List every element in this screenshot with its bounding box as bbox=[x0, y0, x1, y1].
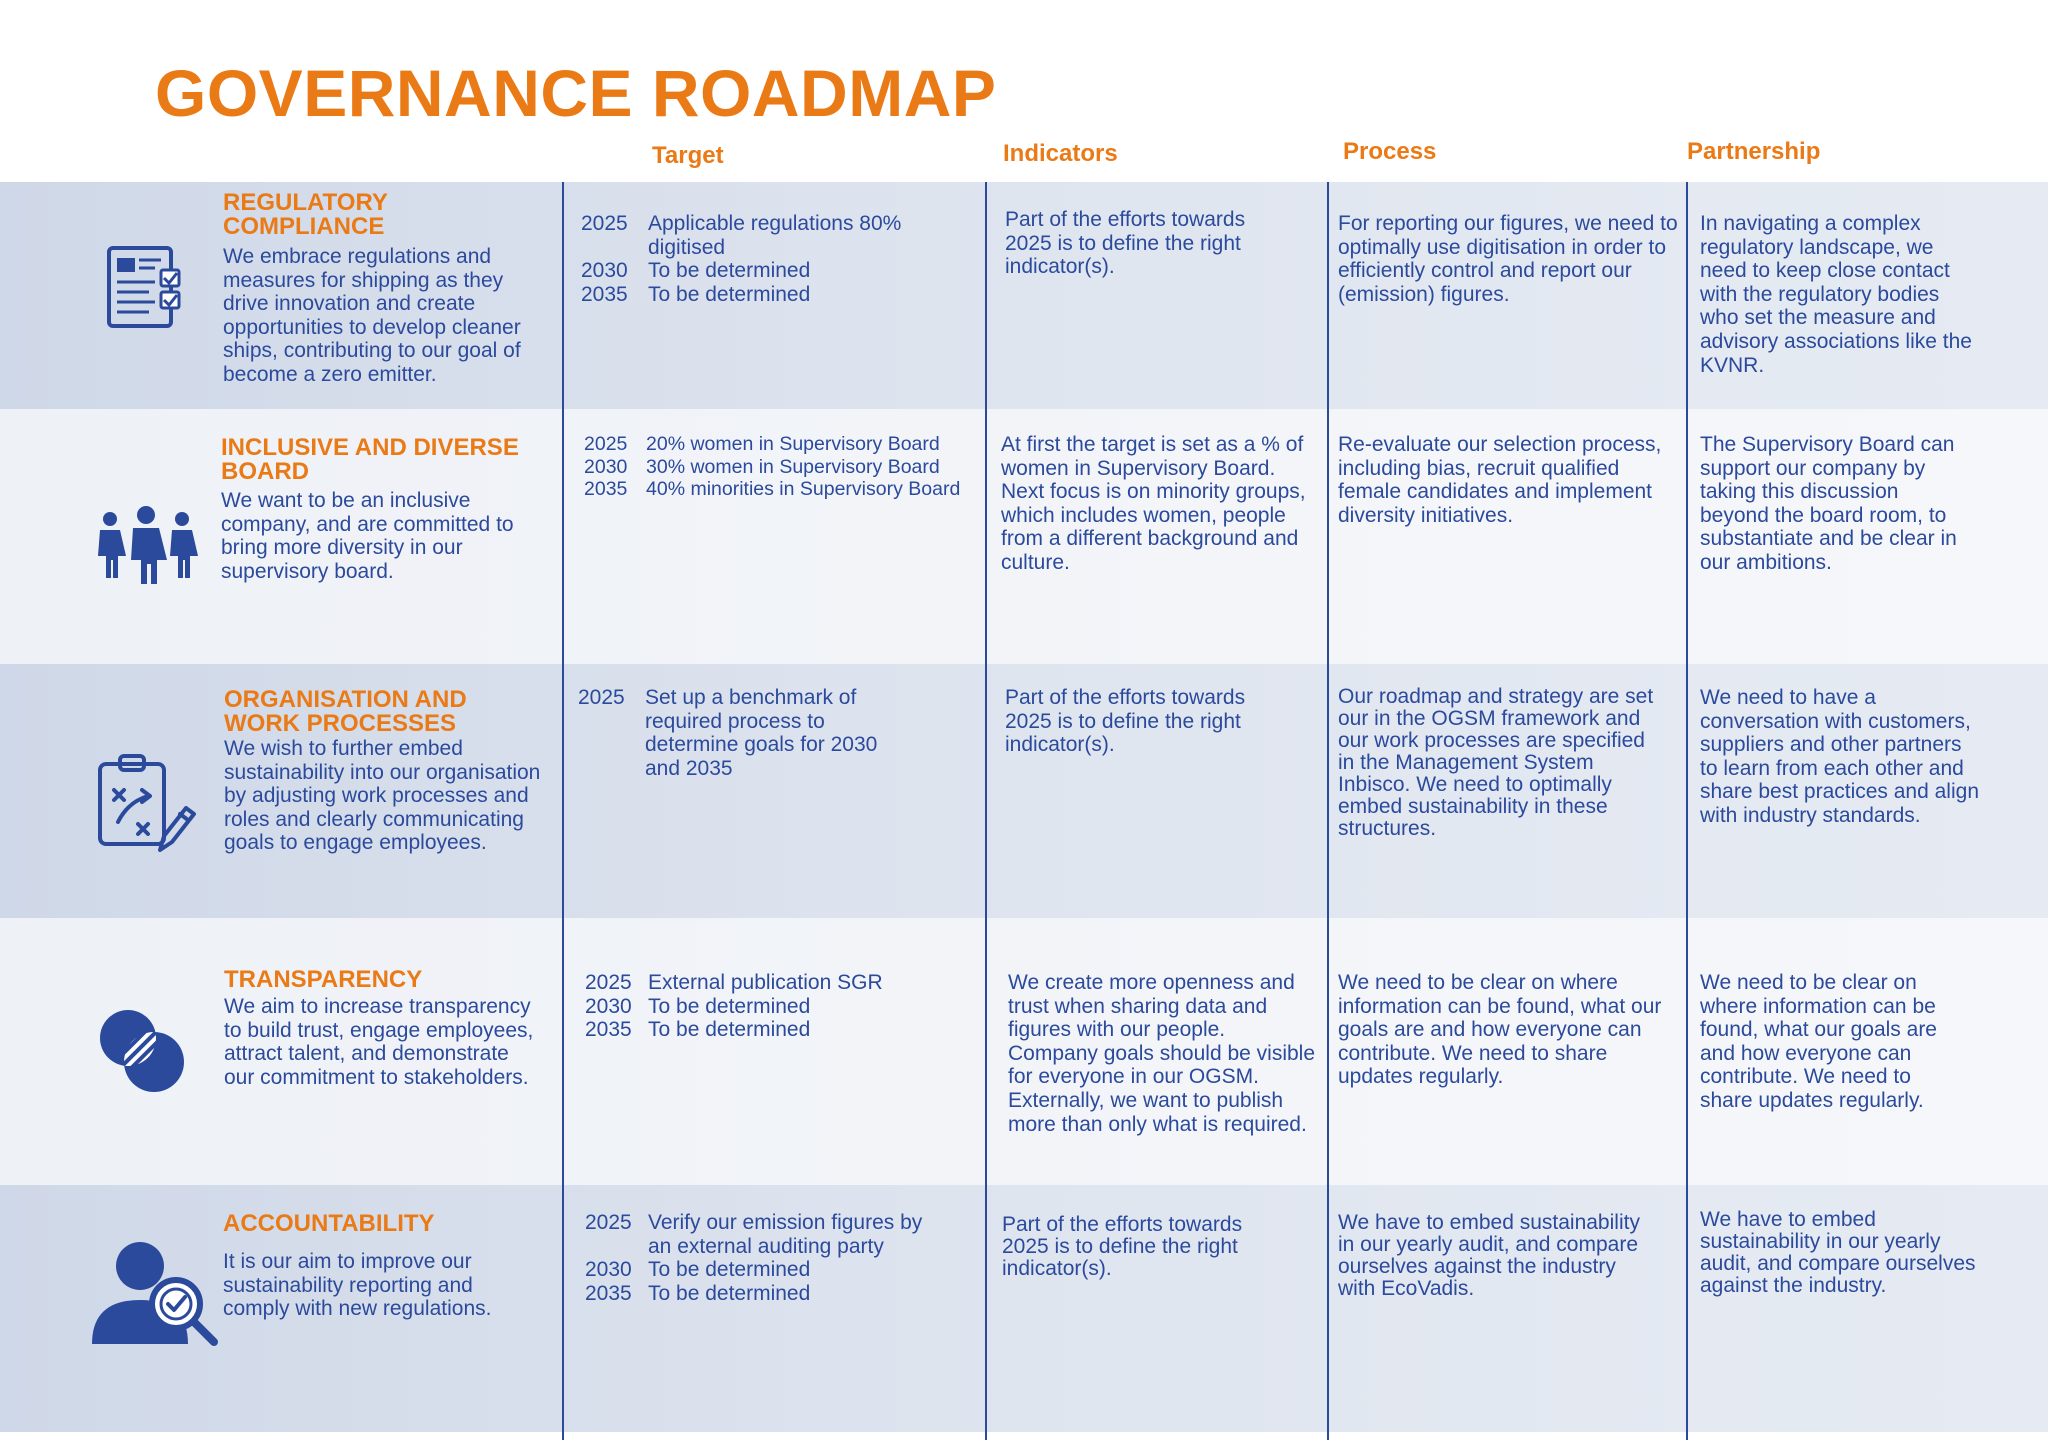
overlapping-circles-icon bbox=[98, 1008, 188, 1099]
column-divider bbox=[562, 182, 564, 1440]
target-item: 2030 To be determined bbox=[581, 259, 811, 283]
target-item: 2030 To be determined bbox=[585, 1258, 811, 1282]
row-title-line: TRANSPARENCY bbox=[224, 966, 423, 993]
target-list bbox=[581, 212, 981, 306]
target-item: 2025 Applicable regulations 80% bbox=[581, 212, 902, 235]
target-item: an external auditing party bbox=[648, 1234, 884, 1258]
target-list bbox=[578, 686, 978, 780]
process-text: Re-evaluate our selection process, including bias, recruit qualified female candidates and implement diversity initiatives. bbox=[1338, 433, 1662, 527]
indicators-text: Part of the efforts towards 2025 is to define the right indicator(s). bbox=[1005, 686, 1246, 757]
column-header-partnership: Partnership bbox=[1687, 138, 1821, 165]
target-item: required process to bbox=[645, 709, 825, 733]
target-item: 2025 Verify our emission figures by bbox=[585, 1211, 923, 1234]
process-text: We need to be clear on where information can be found, what our goals are and how everyone can contribute. We need to share updates regularly. bbox=[1338, 971, 1662, 1089]
target-item: 2030 To be determined bbox=[585, 994, 811, 1018]
target-item: 2035 To be determined bbox=[585, 1281, 811, 1305]
target-item: 2025 Set up a benchmark of bbox=[578, 686, 857, 709]
clipboard-strategy-icon bbox=[96, 752, 196, 863]
column-divider bbox=[985, 182, 987, 1440]
people-group-icon bbox=[92, 506, 200, 591]
partnership-text: We have to embed sustainability in our yearly audit, and compare ourselves against the industry. bbox=[1700, 1208, 1976, 1297]
column-header-target: Target bbox=[652, 142, 724, 169]
row-description: It is our aim to improve our sustainability reporting and comply with new regulations. bbox=[223, 1250, 492, 1321]
row-title bbox=[224, 968, 422, 992]
row-title bbox=[224, 688, 467, 736]
row-title-line: ACCOUNTABILITY bbox=[223, 1210, 435, 1237]
row-description: We wish to further embed sustainability into our organisation by adjusting work processes and roles and clearly communicating goals to engage employees. bbox=[224, 737, 541, 855]
row-title-line: COMPLIANCE bbox=[223, 213, 385, 240]
process-text: We have to embed sustainability in our yearly audit, and compare ourselves against the industry with EcoVadis. bbox=[1338, 1211, 1640, 1300]
partnership-text: We need to have a conversation with customers, suppliers and other partners to learn from each other and share best practices and align with industry standards. bbox=[1700, 686, 1979, 827]
process-text: For reporting our figures, we need to optimally use digitisation in order to efficiently control and report our (emission) figures. bbox=[1338, 212, 1678, 306]
target-item: 2035 To be determined bbox=[581, 282, 811, 306]
process-text: Our roadmap and strategy are set our in the OGSM framework and our work processes are specified in the Management System Inbisco. We need to optimally embed sustainability in these structures. bbox=[1338, 685, 1654, 840]
column-divider bbox=[1686, 182, 1688, 1440]
row-title-line: BOARD bbox=[221, 458, 309, 485]
target-list bbox=[584, 433, 984, 501]
partnership-text: In navigating a complex regulatory landscape, we need to keep close contact with the regulatory bodies who set the measure and advisory associations like the KVNR. bbox=[1700, 212, 1972, 377]
row-title-line: REGULATORY bbox=[223, 189, 388, 216]
column-header-indicators: Indicators bbox=[1003, 140, 1118, 167]
row-title-line: WORK PROCESSES bbox=[224, 710, 457, 737]
page-title: GOVERNANCE ROADMAP bbox=[155, 56, 997, 130]
target-item: and 2035 bbox=[645, 756, 733, 780]
indicators-text: Part of the efforts towards 2025 is to define the right indicator(s). bbox=[1002, 1213, 1243, 1280]
row-description: We want to be an inclusive company, and are committed to bring more diversity in our supervisory board. bbox=[221, 489, 514, 583]
row-title bbox=[223, 191, 388, 239]
target-item: 2035 40% minorities in Supervisory Board bbox=[584, 478, 961, 501]
row-title bbox=[221, 436, 519, 484]
target-item: 2030 30% women in Supervisory Board bbox=[584, 455, 940, 478]
column-header-process: Process bbox=[1343, 138, 1437, 165]
document-checklist-icon bbox=[105, 244, 187, 335]
target-item: digitised bbox=[648, 235, 726, 259]
target-item: 2025 External publication SGR bbox=[585, 971, 883, 994]
partnership-text: The Supervisory Board can support our company by taking this discussion beyond the board room, to substantiate and be clear in our ambitions. bbox=[1700, 433, 1957, 574]
row-title-line: ORGANISATION AND bbox=[224, 686, 467, 713]
target-list bbox=[585, 1211, 985, 1305]
indicators-text: Part of the efforts towards 2025 is to define the right indicator(s). bbox=[1005, 208, 1246, 279]
row-description: We embrace regulations and measures for shipping as they drive innovation and create opportunities to develop cleaner ships, contributing to our goal of become a zero emitter. bbox=[223, 245, 521, 386]
indicators-text: We create more openness and trust when sharing data and figures with our people. Company goals should be visible for everyone in our OGSM. Externally, we want to publish more than only what is required. bbox=[1008, 971, 1316, 1136]
indicators-text: At first the target is set as a % of women in Supervisory Board. Next focus is on minority groups, which includes women, people from a different background and culture. bbox=[1001, 433, 1306, 574]
target-item: determine goals for 2030 bbox=[645, 733, 878, 757]
row-title bbox=[223, 1212, 435, 1236]
row-title-line: INCLUSIVE AND DIVERSE bbox=[221, 434, 519, 461]
target-item: 2025 20% women in Supervisory Board bbox=[584, 433, 940, 455]
target-list bbox=[585, 971, 985, 1042]
column-divider bbox=[1327, 182, 1329, 1440]
person-magnifier-check-icon bbox=[90, 1240, 220, 1353]
partnership-text: We need to be clear on where information can be found, what our goals are and how everyone can contribute. We need to share updates regularly. bbox=[1700, 971, 1937, 1112]
row-description: We aim to increase transparency to build trust, engage employees, attract talent, and demonstrate our commitment to stakeholders. bbox=[224, 995, 534, 1089]
target-item: 2035 To be determined bbox=[585, 1018, 811, 1042]
